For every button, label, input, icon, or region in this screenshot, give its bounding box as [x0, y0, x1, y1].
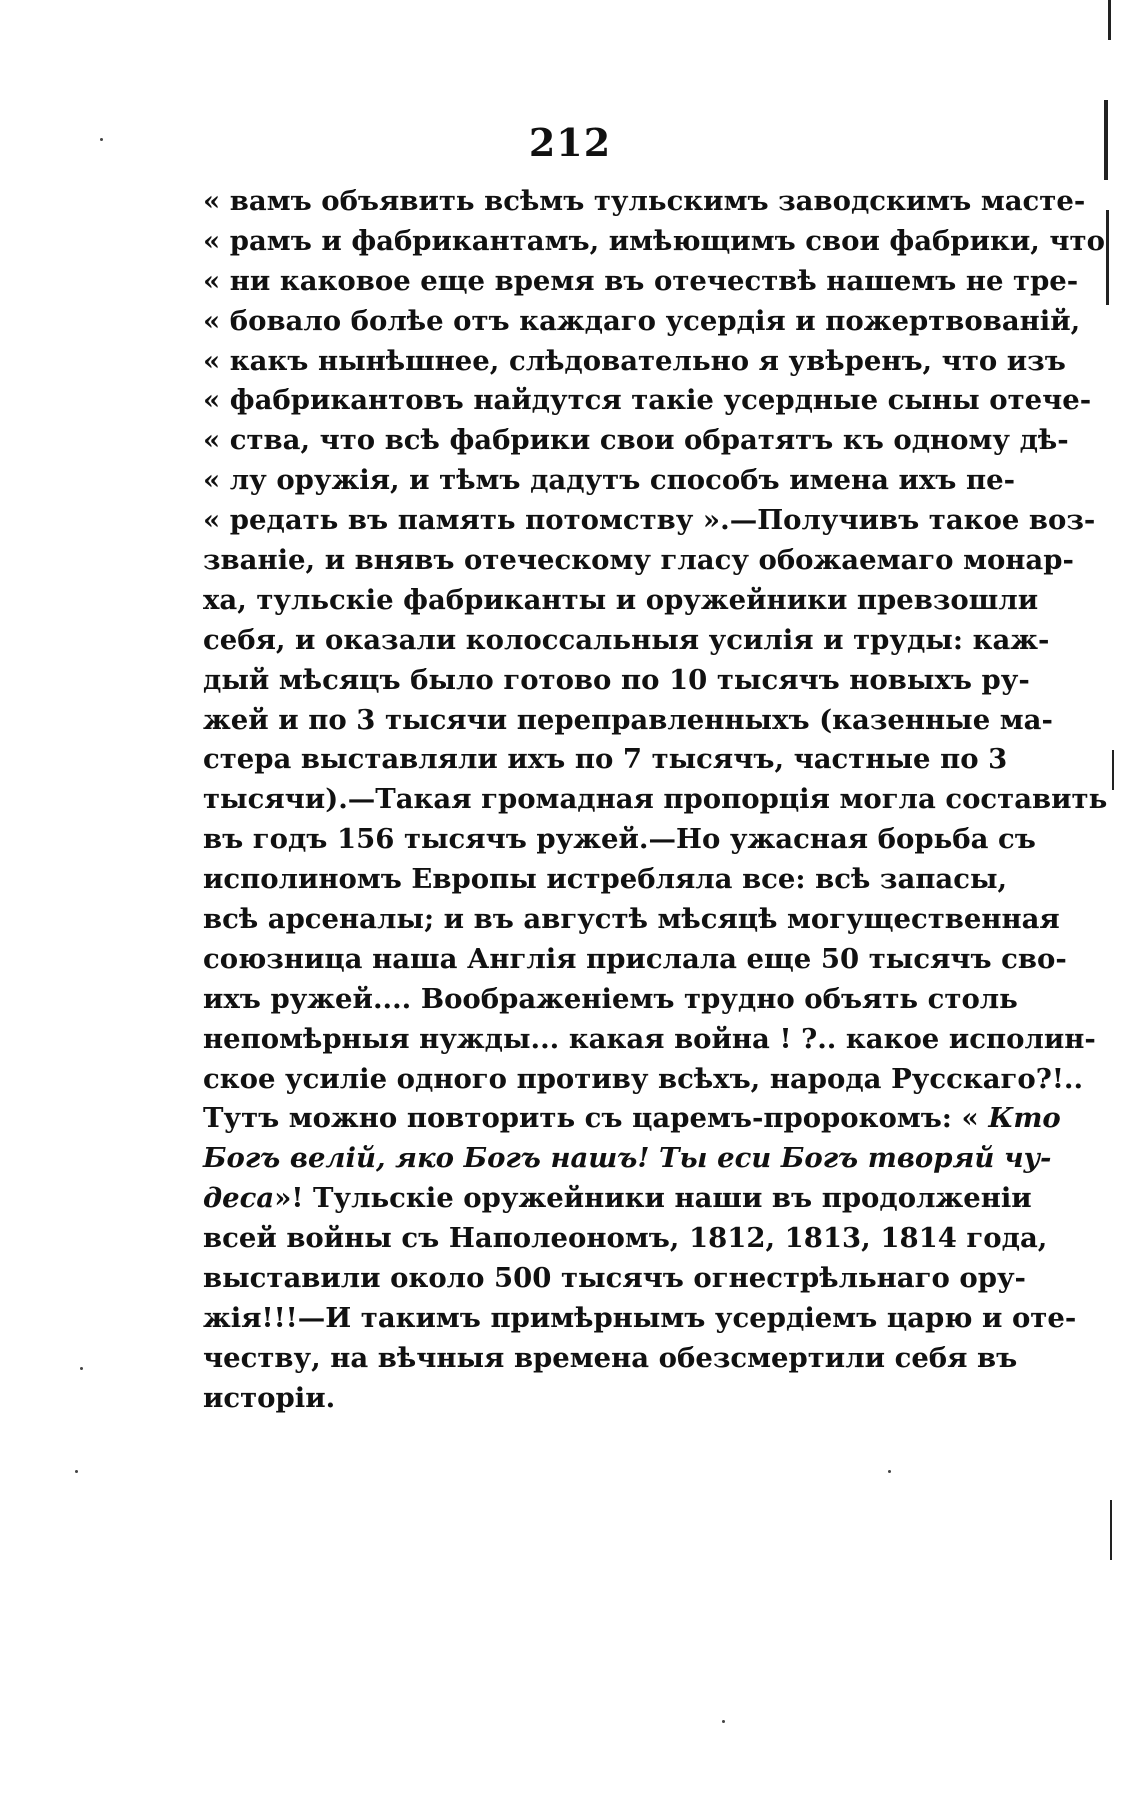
text-line: « какъ нынѣшнее, слѣдовательно я увѣренъ, что изъ [203, 344, 1066, 377]
scan-edge-mark [1112, 750, 1114, 790]
text-line: дый мѣсяцъ было готово по 10 тысячъ новыхъ ру- [203, 663, 1030, 696]
text-line: званіе, и внявъ отеческому гласу обожаемаго монар- [203, 544, 1074, 577]
text-line: ское усиліе одного противу всѣхъ, народа Русскаго?!.. [203, 1062, 1084, 1095]
text-line-mixed [203, 1099, 1061, 1139]
text-line: въ годъ 156 тысячъ ружей.—Но ужасная борьба съ [203, 823, 1036, 856]
scan-speck [722, 1720, 725, 1723]
text-line: союзница наша Англія прислала еще 50 тысячъ сво- [203, 942, 1067, 975]
text-line-final: исторіи. [203, 1381, 336, 1414]
text-line: себя, и оказали колоссальныя усилія и труды: каж- [203, 623, 1050, 656]
text-line: « вамъ объявить всѣмъ тульскимъ заводскимъ масте- [203, 185, 1086, 217]
text-line: выставили около 500 тысячъ огнестрѣльнаго ору- [203, 1262, 1026, 1295]
scan-speck [888, 1470, 891, 1473]
scan-edge-mark [1110, 1500, 1112, 1560]
page-number: 212 [528, 120, 612, 165]
scan-edge-mark [1106, 210, 1109, 305]
text-line: стера выставляли ихъ по 7 тысячъ, частные по 3 [203, 743, 1008, 776]
text-line: « фабрикантовъ найдутся такіе усердные сыны отече- [203, 384, 1092, 417]
text-line: « лу оружія, и тѣмъ дадутъ способъ имена ихъ пе- [203, 464, 1015, 497]
scan-speck [75, 1470, 78, 1473]
text-segment: »! Тульскіе оружейники наши въ продолженіи [274, 1182, 1032, 1215]
text-line: честву, на вѣчныя времена обезсмертили себя въ [203, 1341, 1018, 1374]
text-line: исполиномъ Европы истребляла все: всѣ запасы, [203, 863, 1008, 896]
italic-segment: Кто [988, 1102, 1061, 1135]
text-line: « рамъ и фабрикантамъ, имѣющимъ свои фабрики, что [203, 224, 1105, 257]
text-segment: Тутъ можно повторить съ царемъ-пророкомъ: « [203, 1102, 979, 1135]
text-line: всей войны съ Наполеономъ, 1812, 1813, 1814 года, [203, 1222, 1048, 1255]
text-line: жей и по 3 тысячи переправленныхъ (казенные ма- [203, 703, 1053, 736]
text-line: тысячи).—Такая громадная пропорція могла составить [203, 783, 1108, 816]
scan-speck [100, 138, 103, 141]
text-line-mixed [203, 1179, 1032, 1219]
italic-segment: деса [203, 1182, 275, 1215]
text-line: ха, тульскіе фабриканты и оружейники превзошли [203, 583, 1039, 616]
text-line: « бовало болѣе отъ каждаго усердія и пожертвованій, [203, 304, 1081, 337]
text-line: жія!!!—И такимъ примѣрнымъ усердіемъ царю и оте- [203, 1301, 1077, 1334]
text-line: непомѣрныя нужды... какая война ! ?.. какое исполин- [203, 1022, 1096, 1055]
text-line: « ни каковое еще время въ отечествѣ нашемъ не тре- [203, 264, 1079, 297]
text-line: « редать въ память потомству ».—Получивъ такое воз- [203, 504, 1096, 537]
text-line: « ства, что всѣ фабрики свои обратятъ къ одному дѣ- [203, 424, 1069, 457]
scan-speck [80, 1367, 83, 1370]
text-line-italic: Богъ велій, яко Богъ нашъ! Ты еси Богъ творяй чу- [203, 1142, 1052, 1175]
text-line: всѣ арсеналы; и въ августѣ мѣсяцѣ могущественная [203, 903, 1060, 936]
scan-edge-mark [1104, 100, 1108, 180]
scan-edge-mark [1108, 0, 1111, 40]
text-line: ихъ ружей.... Воображеніемъ трудно объять столь [203, 982, 1018, 1015]
body-text [203, 182, 1108, 1419]
